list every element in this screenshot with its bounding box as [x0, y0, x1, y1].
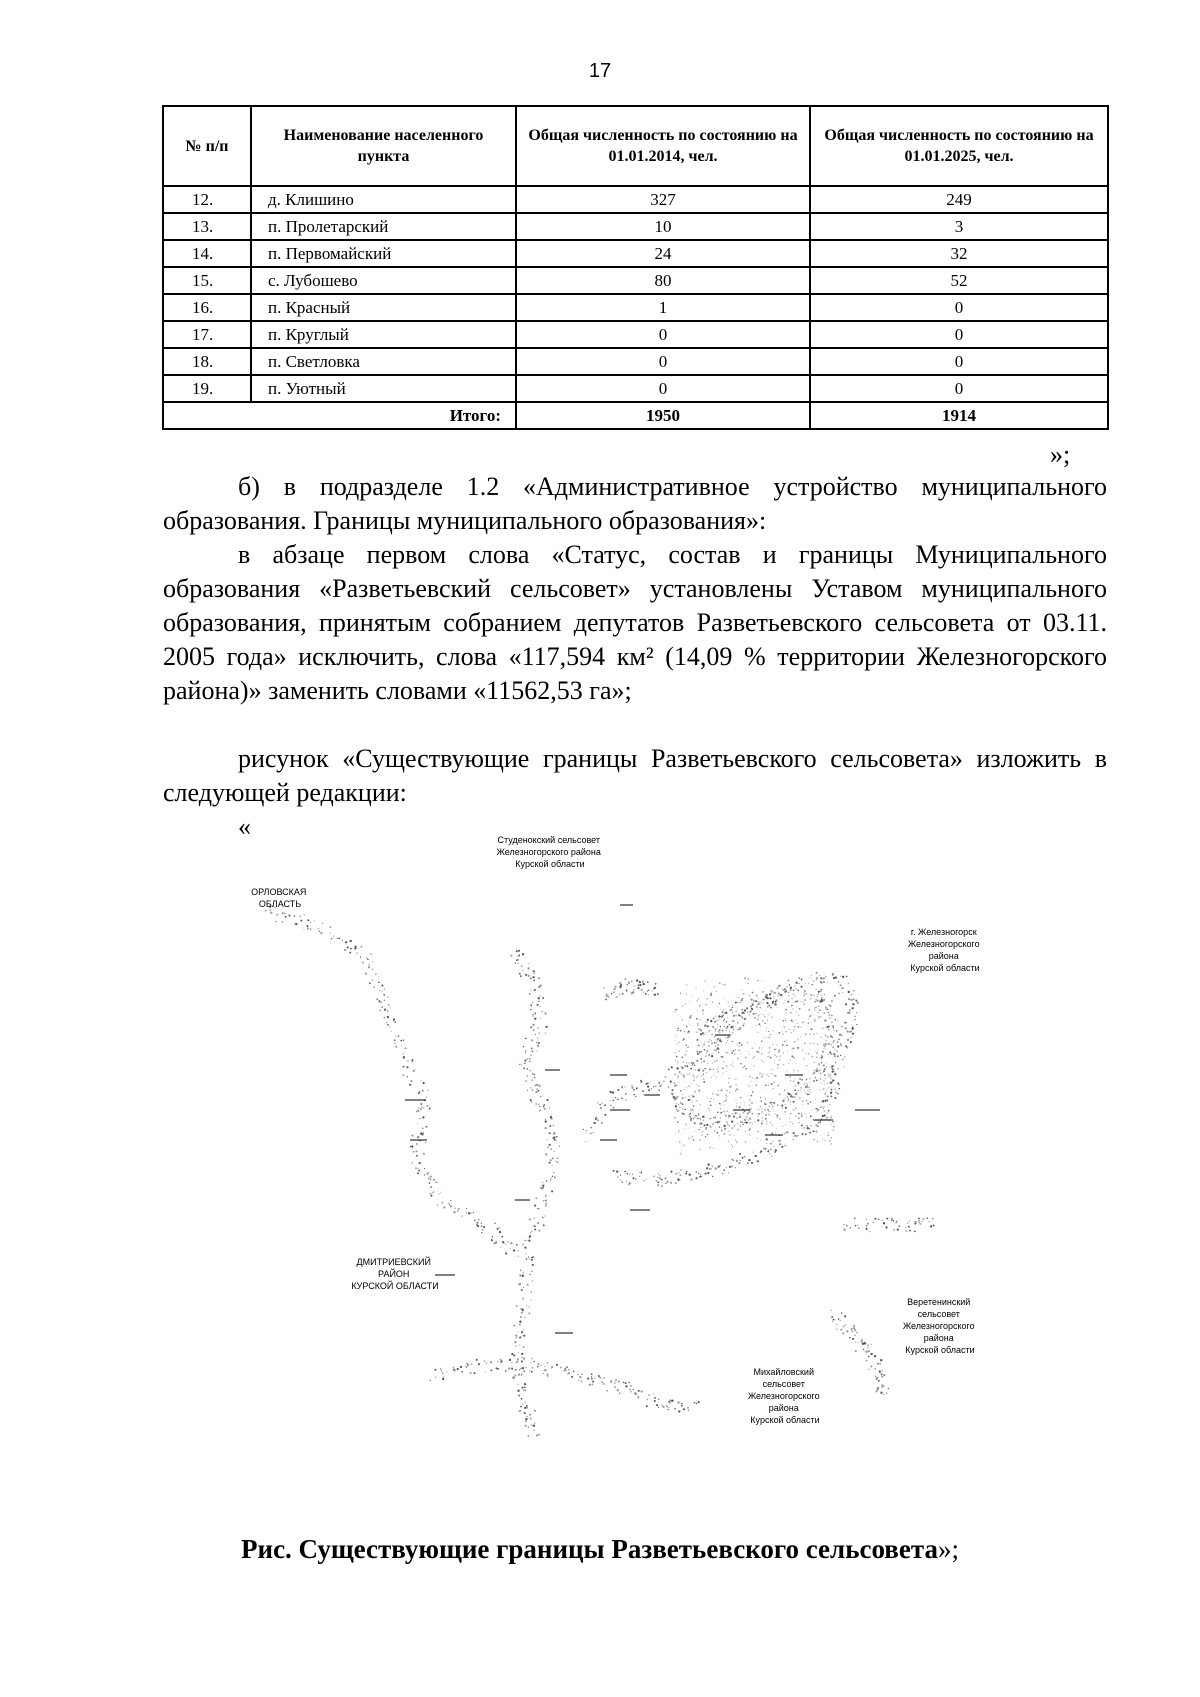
map-labels — [251, 835, 982, 1425]
table-row — [163, 348, 1108, 375]
label-zheleznogorsk: г. Железногорск Железногорского района Курской области — [907, 927, 980, 973]
header-population-2014: Общая численность по состоянию на 01.01.2014, чел. — [516, 106, 810, 186]
total-label: Итого: — [163, 402, 516, 429]
row-number: 13. — [163, 213, 251, 240]
population-2025: 0 — [810, 375, 1108, 402]
label-dmitriev-district: ДМИТРИЕВСКИЙ РАЙОН КУРСКОЙ ОБЛАСТИ — [351, 1257, 439, 1291]
table-row — [163, 186, 1108, 213]
total-population-2014: 1950 — [516, 402, 810, 429]
population-2014: 24 — [516, 240, 810, 267]
table-row — [163, 267, 1108, 294]
settlement-name: п. Круглый — [251, 321, 516, 348]
label-studenok: Студенокский сельсовет Железногорского района Курской области — [496, 835, 601, 869]
population-2014: 10 — [516, 213, 810, 240]
row-number: 16. — [163, 294, 251, 321]
settlement-name: п. Первомайский — [251, 240, 516, 267]
table-row — [163, 321, 1108, 348]
header-number: № п/п — [163, 106, 251, 186]
row-number: 18. — [163, 348, 251, 375]
settlement-name: п. Красный — [251, 294, 516, 321]
population-table — [162, 105, 1109, 430]
row-number: 15. — [163, 267, 251, 294]
row-number: 12. — [163, 186, 251, 213]
total-population-2025: 1914 — [810, 402, 1108, 429]
label-orel-region: ОРЛОВСКАЯ ОБЛАСТЬ — [251, 887, 307, 909]
population-2025: 32 — [810, 240, 1108, 267]
settlement-name: с. Лубошево — [251, 267, 516, 294]
table-header-row — [163, 106, 1108, 186]
row-number: 14. — [163, 240, 251, 267]
header-settlement-name: Наименование населенного пункта — [251, 106, 516, 186]
population-2014: 327 — [516, 186, 810, 213]
boundary-map — [251, 835, 1035, 1515]
figure-caption-quote: »; — [937, 1534, 959, 1564]
population-2014: 0 — [516, 348, 810, 375]
page-number: 17 — [588, 60, 612, 82]
closing-quote: »; — [1050, 440, 1071, 469]
population-2014: 0 — [516, 321, 810, 348]
figure-caption — [0, 1534, 1200, 1565]
figure-caption-text: Рис. Существующие границы Разветьевского сельсовета — [241, 1534, 938, 1564]
population-2025: 0 — [810, 348, 1108, 375]
population-2025: 52 — [810, 267, 1108, 294]
population-2014: 0 — [516, 375, 810, 402]
header-population-2025: Общая численность по состоянию на 01.01.2025, чел. — [810, 106, 1108, 186]
map-boundary-dots — [264, 905, 934, 1437]
boundary-map-svg — [251, 835, 1035, 1515]
opening-quote: « — [238, 812, 251, 841]
paragraph-subsection: б) в подразделе 1.2 «Административное устройство муниципального образования. Границы муниципального образования»: — [163, 472, 1107, 535]
population-2025: 0 — [810, 294, 1108, 321]
population-2025: 3 — [810, 213, 1108, 240]
table-total-row — [163, 402, 1108, 429]
label-veretenino: Веретенинский сельсовет Железногорского района Курской области — [902, 1297, 975, 1355]
table-row — [163, 375, 1108, 402]
settlement-name: п. Светловка — [251, 348, 516, 375]
settlement-name: п. Уютный — [251, 375, 516, 402]
table-row — [163, 240, 1108, 267]
population-2025: 0 — [810, 321, 1108, 348]
population-2014: 80 — [516, 267, 810, 294]
map-settlement-marks — [405, 905, 880, 1333]
settlement-name: п. Пролетарский — [251, 213, 516, 240]
table-row — [163, 213, 1108, 240]
paragraph-figure-instruction: рисунок «Существующие границы Разветьевского сельсовета» изложить в следующей редакции: — [163, 744, 1107, 807]
row-number: 17. — [163, 321, 251, 348]
row-number: 19. — [163, 375, 251, 402]
label-mikhaylovka: Михайловский сельсовет Железногорского района Курской области — [747, 1367, 820, 1425]
settlement-name: д. Клишино — [251, 186, 516, 213]
population-2025: 249 — [810, 186, 1108, 213]
table-row — [163, 294, 1108, 321]
paragraph-amendment: в абзаце первом слова «Статус, состав и границы Муниципального образования «Разветьевский сельсовет» установлены Уставом муниципального образования, принятым собранием депутатов Разветьевского сельсовета от 03.11. 2005 года» исключить, слова «117,594 км² (14,09 % территории Железногорского района)» заменить словами «11562,53 га»; — [163, 540, 1107, 705]
population-2014: 1 — [516, 294, 810, 321]
